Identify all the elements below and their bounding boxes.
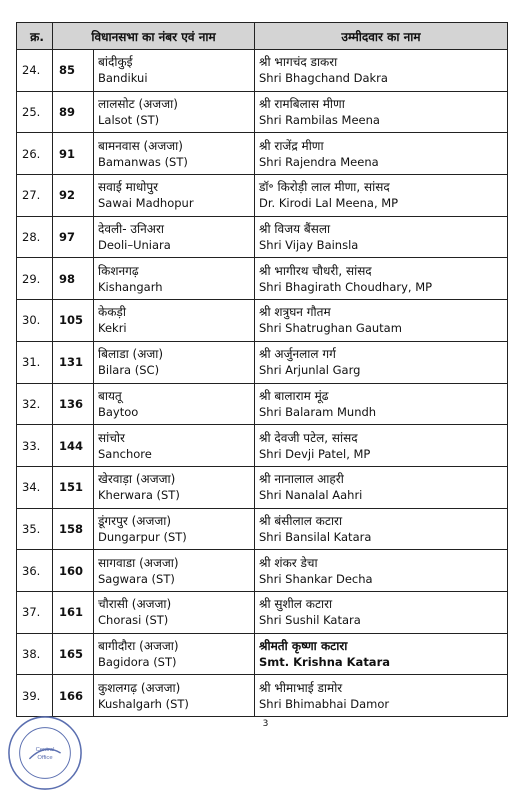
candidate-name-hindi: श्री बालाराम मूंढ: [259, 388, 329, 403]
constituency-name-hindi: लालसोट (अजजा): [98, 97, 178, 112]
candidate-cell: [255, 675, 508, 717]
constituency-name-english: Bamanwas (ST): [98, 154, 188, 169]
constituency-number: 98: [53, 258, 94, 300]
candidate-name-english: Smt. Krishna Katara: [259, 654, 391, 669]
constituency-number: 131: [53, 341, 94, 383]
constituency-name-hindi: देवली- उनिअरा: [98, 222, 164, 237]
candidate-name-hindi: श्री शंकर डेचा: [259, 555, 318, 570]
table-row: [17, 591, 508, 633]
table-row: [17, 466, 508, 508]
constituency-cell: [94, 550, 255, 592]
candidate-name-hindi: श्रीमती कृष्णा कटारा: [259, 638, 348, 653]
table-row: [17, 508, 508, 550]
candidate-name-english: Dr. Kirodi Lal Meena, MP: [259, 196, 399, 211]
candidate-name-hindi: श्री बंसीलाल कटारा: [259, 513, 343, 528]
constituency-cell: [94, 133, 255, 175]
header-constituency: विधानसभा का नंबर एवं नाम: [53, 23, 255, 50]
candidate-name-hindi: श्री भागीरथ चौधरी, सांसद: [259, 263, 372, 278]
serial-number: 33.: [17, 425, 53, 467]
candidate-name-english: Shri Arjunlal Garg: [259, 363, 361, 378]
constituency-number: 97: [53, 216, 94, 258]
candidate-name-english: Shri Bhimabhai Damor: [259, 696, 390, 711]
serial-number: 24.: [17, 50, 53, 92]
constituency-name-english: Kherwara (ST): [98, 488, 180, 503]
table-header-row: [17, 23, 508, 50]
serial-number: 31.: [17, 341, 53, 383]
candidate-cell: [255, 508, 508, 550]
candidate-name-english: Shri Balaram Mundh: [259, 404, 377, 419]
constituency-name-english: Bilara (SC): [98, 363, 160, 378]
constituency-name-hindi: किशनगढ़: [98, 263, 139, 278]
serial-number: 34.: [17, 466, 53, 508]
constituency-cell: [94, 216, 255, 258]
candidate-name-hindi: डॉ॰ किरोड़ी लाल मीणा, सांसद: [259, 180, 390, 195]
constituency-number: 144: [53, 425, 94, 467]
constituency-name-hindi: सवाई माधोपुर: [98, 180, 159, 195]
candidate-name-english: Shri Sushil Katara: [259, 613, 361, 628]
serial-number: 36.: [17, 550, 53, 592]
constituency-cell: [94, 175, 255, 217]
candidate-name-english: Shri Bhagchand Dakra: [259, 71, 388, 86]
constituency-name-hindi: चौरासी (अजजा): [98, 597, 172, 612]
candidate-cell: [255, 91, 508, 133]
constituency-name-hindi: बांदीकुई: [98, 55, 133, 70]
constituency-cell: [94, 425, 255, 467]
constituency-name-hindi: सागवाडा (अजजा): [98, 555, 179, 570]
serial-number: 35.: [17, 508, 53, 550]
constituency-name-hindi: कुशलगढ़ (अजजा): [98, 680, 181, 695]
serial-number: 25.: [17, 91, 53, 133]
candidate-cell: [255, 216, 508, 258]
svg-text:Central: Central: [35, 747, 55, 754]
serial-number: 27.: [17, 175, 53, 217]
constituency-name-english: Baytoo: [98, 404, 139, 419]
candidate-cell: [255, 50, 508, 92]
serial-number: 39.: [17, 675, 53, 717]
table-row: [17, 50, 508, 92]
constituency-name-english: Kekri: [98, 321, 127, 336]
constituency-name-hindi: खेरवाड़ा (अजजा): [98, 472, 176, 487]
table-row: [17, 175, 508, 217]
constituency-number: 105: [53, 300, 94, 342]
constituency-number: 161: [53, 591, 94, 633]
constituency-cell: [94, 508, 255, 550]
table-row: [17, 633, 508, 675]
constituency-number: 158: [53, 508, 94, 550]
candidate-cell: [255, 633, 508, 675]
constituency-name-hindi: सांचोर: [98, 430, 125, 445]
page-number: 3: [262, 719, 269, 729]
constituency-number: 166: [53, 675, 94, 717]
constituency-number: 160: [53, 550, 94, 592]
candidate-name-hindi: श्री सुशील कटारा: [259, 597, 333, 612]
constituency-name-english: Sanchore: [98, 446, 152, 461]
constituency-name-english: Chorasi (ST): [98, 613, 169, 628]
constituency-cell: [94, 258, 255, 300]
table-row: [17, 383, 508, 425]
candidate-name-english: Shri Shatrughan Gautam: [259, 321, 402, 336]
table-row: [17, 258, 508, 300]
table-body: [17, 50, 508, 717]
table-row: [17, 133, 508, 175]
constituency-name-hindi: बायतू: [98, 388, 122, 403]
serial-number: 38.: [17, 633, 53, 675]
candidate-cell: [255, 425, 508, 467]
header-candidate: उम्मीदवार का नाम: [255, 23, 508, 50]
table-row: [17, 91, 508, 133]
candidate-name-english: Shri Bansilal Katara: [259, 529, 372, 544]
table-row: [17, 300, 508, 342]
candidate-cell: [255, 591, 508, 633]
candidate-name-hindi: श्री नानालाल आहरी: [259, 472, 344, 487]
serial-number: 30.: [17, 300, 53, 342]
candidate-cell: [255, 300, 508, 342]
serial-number: 37.: [17, 591, 53, 633]
serial-number: 28.: [17, 216, 53, 258]
constituency-name-hindi: बिलाडा (अजा): [98, 347, 164, 362]
constituency-cell: [94, 50, 255, 92]
table-row: [17, 675, 508, 717]
candidate-name-hindi: श्री देवजी पटेल, सांसद: [259, 430, 358, 445]
constituency-name-english: Sagwara (ST): [98, 571, 175, 586]
candidate-cell: [255, 341, 508, 383]
candidate-name-english: Shri Nanalal Aahri: [259, 488, 363, 503]
header-serial: क्र.: [17, 23, 53, 50]
table-row: [17, 550, 508, 592]
candidate-name-english: Shri Vijay Bainsla: [259, 238, 359, 253]
serial-number: 29.: [17, 258, 53, 300]
constituency-name-english: Dungarpur (ST): [98, 529, 187, 544]
table-row: [17, 341, 508, 383]
serial-number: 26.: [17, 133, 53, 175]
candidate-name-hindi: श्री रामबिलास मीणा: [259, 97, 345, 112]
constituency-cell: [94, 341, 255, 383]
candidate-name-hindi: श्री विजय बैंसला: [259, 222, 331, 237]
table-row: [17, 216, 508, 258]
constituency-cell: [94, 633, 255, 675]
candidate-name-hindi: श्री भीमाभाई डामोर: [259, 680, 343, 695]
serial-number: 32.: [17, 383, 53, 425]
constituency-name-hindi: केकड़ी: [98, 305, 126, 320]
candidate-cell: [255, 175, 508, 217]
constituency-name-english: Lalsot (ST): [98, 113, 160, 128]
constituency-name-english: Kushalgarh (ST): [98, 696, 189, 711]
constituency-name-hindi: बागीदौरा (अजजा): [98, 638, 179, 653]
candidate-name-hindi: श्री राजेंद्र मीणा: [259, 138, 324, 153]
constituency-name-english: Sawai Madhopur: [98, 196, 194, 211]
constituency-number: 89: [53, 91, 94, 133]
candidate-name-english: Shri Shankar Decha: [259, 571, 373, 586]
candidate-table: [16, 22, 508, 717]
table-row: [17, 425, 508, 467]
constituency-cell: [94, 466, 255, 508]
constituency-name-hindi: बामनवास (अजजा): [98, 138, 183, 153]
constituency-name-english: Deoli–Uniara: [98, 238, 171, 253]
candidate-name-english: Shri Rajendra Meena: [259, 154, 379, 169]
constituency-number: 136: [53, 383, 94, 425]
candidate-cell: [255, 258, 508, 300]
candidate-name-hindi: श्री भागचंद डाकरा: [259, 55, 338, 70]
constituency-name-english: Kishangarh: [98, 279, 163, 294]
candidate-name-english: Shri Devji Patel, MP: [259, 446, 371, 461]
constituency-cell: [94, 91, 255, 133]
candidate-name-hindi: श्री शत्रुघन गौतम: [259, 305, 331, 320]
constituency-name-english: Bandikui: [98, 71, 148, 86]
constituency-name-hindi: डूंगरपुर (अजजा): [98, 513, 172, 528]
candidate-cell: [255, 466, 508, 508]
constituency-cell: [94, 300, 255, 342]
candidate-cell: [255, 133, 508, 175]
constituency-cell: [94, 383, 255, 425]
candidate-name-hindi: श्री अर्जुनलाल गर्ग: [259, 347, 336, 362]
constituency-number: 165: [53, 633, 94, 675]
constituency-name-english: Bagidora (ST): [98, 654, 177, 669]
candidate-name-english: Shri Bhagirath Choudhary, MP: [259, 279, 433, 294]
constituency-number: 85: [53, 50, 94, 92]
constituency-cell: [94, 675, 255, 717]
svg-text:Office: Office: [37, 754, 53, 761]
constituency-number: 151: [53, 466, 94, 508]
constituency-cell: [94, 591, 255, 633]
constituency-number: 92: [53, 175, 94, 217]
constituency-number: 91: [53, 133, 94, 175]
candidate-cell: [255, 383, 508, 425]
party-seal-stamp: [6, 714, 84, 792]
candidate-cell: [255, 550, 508, 592]
candidate-name-english: Shri Rambilas Meena: [259, 113, 380, 128]
